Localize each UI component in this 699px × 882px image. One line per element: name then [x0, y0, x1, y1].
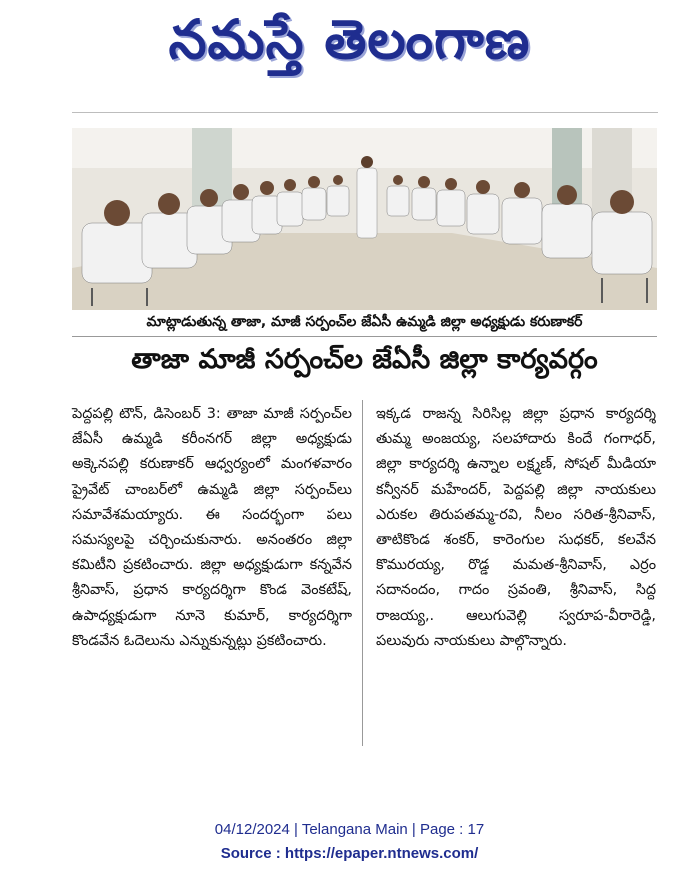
article-headline: తాజా మాజీ సర్పంచ్‌ల జేఏసీ జిల్లా కార్యవర్గం: [131, 344, 598, 375]
edition-info: 04/12/2024 | Telangana Main | Page : 17: [214, 821, 485, 838]
divider: [72, 336, 657, 337]
divider: [72, 112, 658, 113]
news-photo: [72, 128, 657, 310]
photo-caption: మాట్లాడుతున్న తాజా, మాజీ సర్పంచ్‌ల జేఏసీ ఉమ్మడి జిల్లా అధ్యక్షుడు కరుణాకర్: [146, 314, 583, 330]
page-footer: [0, 818, 699, 866]
column-divider: [362, 400, 363, 746]
article-body-left: పెద్దపల్లి టౌన్, డిసెంబర్ 3: తాజా మాజీ సర్పంచ్‌ల జేఏసీ ఉమ్మడి కరీంనగర్ జిల్లా అధ్యక్షుడు అక్కెనపల్లి కరుణాకర్ ఆధ్వర్యంలో మంగళవారం ప్రైవేట్ చాంబర్‌లో ఉమ్మడి జిల్లా సర్పంచ్‌లు సమావేశమయ్యారు. ఈ సందర్భంగా పలు సమస్యలపై చర్చించుకునారు. అనంతరం జిల్లా కమిటీని ప్రకటించారు. జిల్లా అధ్యక్షుడుగా కన్నవేన శ్రీనివాస్, ప్రధాన కార్యదర్శిగా కొండ వెంకటేష్, ఉపాధ్యక్షుడుగా నూనె కుమార్, కార్యదర్శిగా కొండవేన ఓదెలును ఎన్నుకున్నట్లు ప్రకటించారు.: [72, 406, 352, 649]
masthead: [0, 0, 699, 90]
article-body-right: ఇక్కడ రాజన్న సిరిసిల్ల జిల్లా ప్రధాన కార్యదర్శి తుమ్మ అంజయ్య, సలహాదారు కిందే గంగాధర్, జిల్లా కార్యదర్శి ఉన్నాల లక్ష్మణ్, సోషల్ మీడియా కన్వీనర్ మహేందర్, పెద్దపల్లి జిల్లా నాయకులు ఎరుకల తిరుపతమ్మ-రవి, నీలం సరిత-శ్రీనివాస్, తాటికొండ శంకర్, కారెంగుల సుధకర్, కలవేన కొమురయ్య, రొడ్డ మమత-శ్రీనివాస్, ఎర్రం సదానందం, గాదం స్రవంతి, శ్రీనివాస్, సిద్ద రాజయ్య,. ఆలుగువెల్లి స్వరూప-వీరారెడ్డి, పలువురు నాయకులు పాల్గొన్నారు.: [376, 406, 656, 649]
source-link[interactable]: Source : https://epaper.ntnews.com/: [220, 845, 479, 862]
meeting-photo-illustration: [72, 128, 657, 310]
newspaper-logo: నమస్తే తెలంగాణ: [168, 7, 531, 71]
